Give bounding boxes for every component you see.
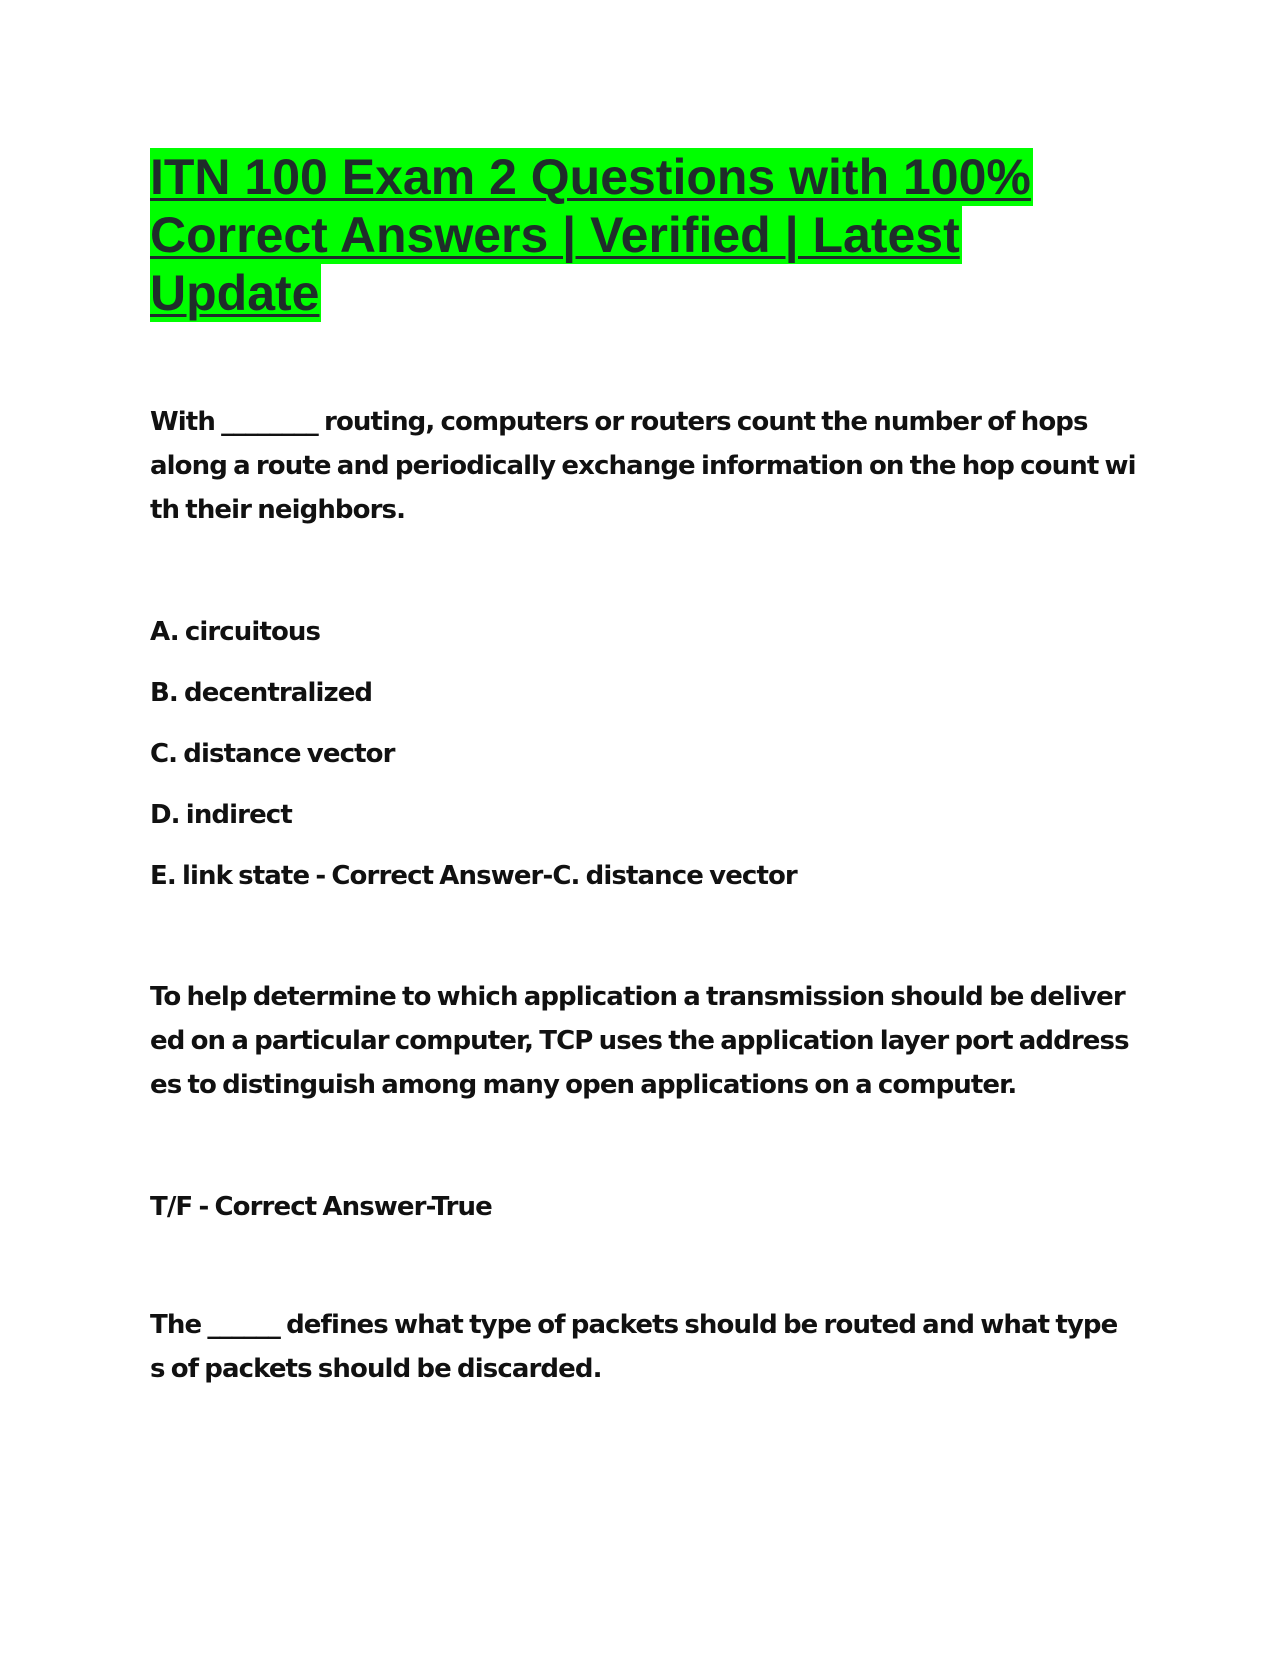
question-1-line: th their neighbors. <box>150 495 406 525</box>
answer-line: T/F - Correct Answer-True <box>150 1192 492 1222</box>
question-2-line: es to distinguish among many open applications on a computer. <box>150 1070 1017 1100</box>
question-1-line: With ________ routing, computers or routers count the number of hops <box>150 407 1088 437</box>
question-2 <box>150 975 1150 1107</box>
title-line: ITN 100 Exam 2 Questions with 100% <box>150 149 1031 205</box>
option-a: A. circuitous <box>150 617 321 647</box>
option-d: D. indirect <box>150 800 292 830</box>
question-1-line: along a route and periodically exchange information on the hop count wi <box>150 451 1136 481</box>
question-1-options <box>150 610 1150 915</box>
title-line: Update <box>150 265 320 321</box>
option-e-with-answer: E. link state - Correct Answer-C. distance vector <box>150 861 797 891</box>
document-title <box>150 148 1050 322</box>
title-line: Correct Answers | Verified | Latest <box>150 207 960 263</box>
option-c: C. distance vector <box>150 739 395 769</box>
question-2-line: ed on a particular computer, TCP uses the application layer port address <box>150 1026 1129 1056</box>
question-3-line: s of packets should be discarded. <box>150 1354 602 1384</box>
question-3 <box>150 1303 1150 1391</box>
question-2-line: To help determine to which application a transmission should be deliver <box>150 982 1125 1012</box>
option-b: B. decentralized <box>150 678 373 708</box>
question-2-answer <box>150 1185 1150 1229</box>
question-3-line: The ______ defines what type of packets should be routed and what type <box>150 1310 1118 1340</box>
question-1 <box>150 400 1150 532</box>
